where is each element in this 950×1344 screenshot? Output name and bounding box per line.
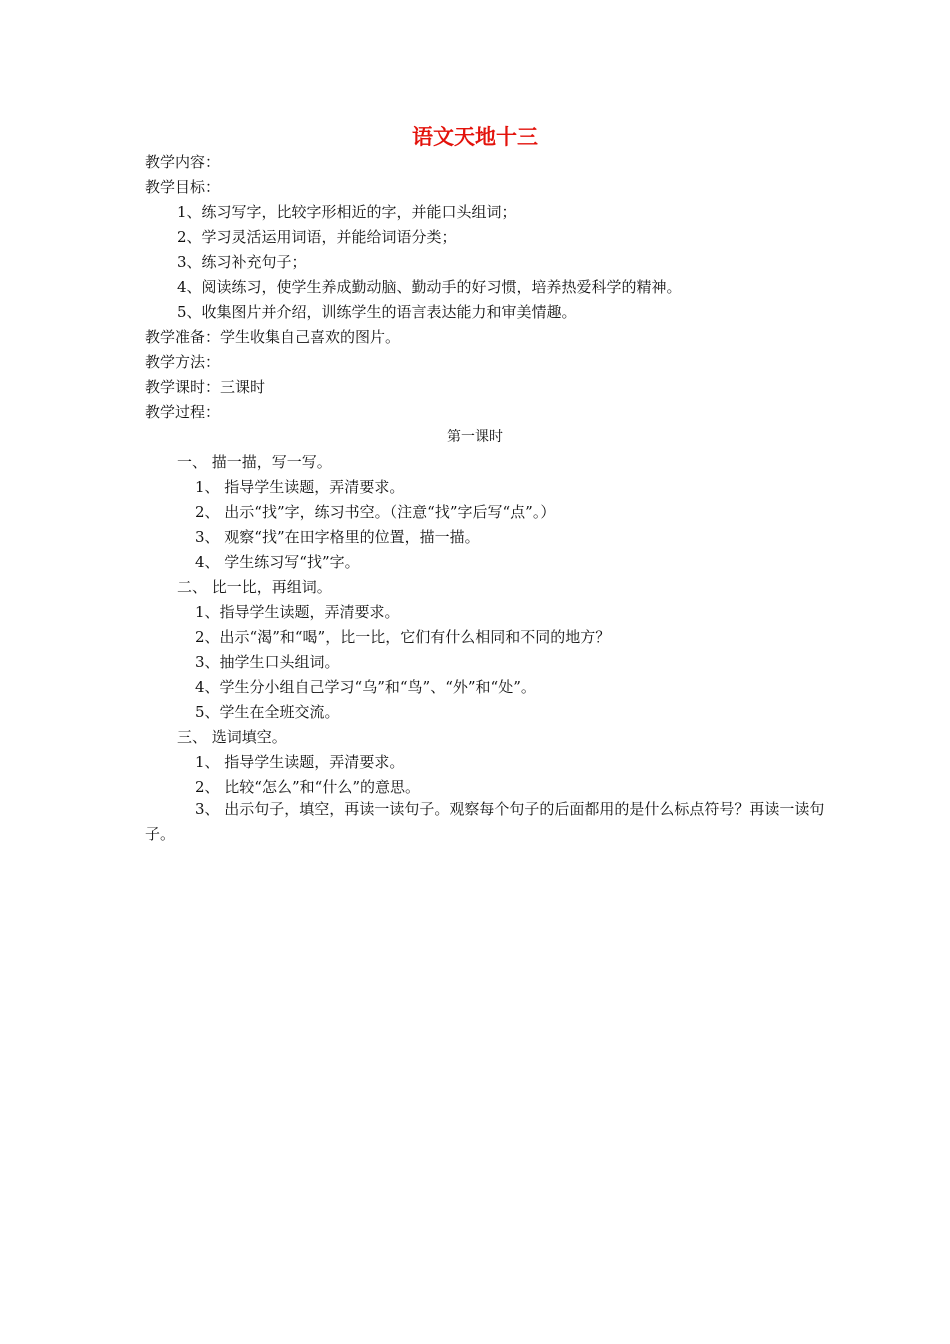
section-item: 3、 出示句子，填空，再读一读句子。观察每个句子的后面都用的是什么标点符号？再读一读句子。 xyxy=(145,800,825,843)
section-item: 3、 观察“找”在田字格里的位置，描一描。 xyxy=(195,528,480,546)
goal-item: 5、收集图片并介绍，训练学生的语言表达能力和审美情趣。 xyxy=(177,303,577,321)
goal-item: 2、学习灵活运用词语，并能给词语分类； xyxy=(177,228,457,246)
page-title: 语文天地十三 xyxy=(412,125,538,149)
goal-item: 3、练习补充句子； xyxy=(177,253,307,271)
section-item: 2、出示“渴”和“喝”，比一比，它们有什么相同和不同的地方？ xyxy=(195,628,611,646)
section-item: 3、抽学生口头组词。 xyxy=(195,653,340,671)
prep-line: 教学准备：学生收集自己喜欢的图片。 xyxy=(145,328,401,346)
section-item: 1、 指导学生读题，弄清要求。 xyxy=(195,753,405,771)
goal-item: 1、练习写字，比较字形相近的字，并能口头组词； xyxy=(177,203,517,221)
section-item: 1、指导学生读题，弄清要求。 xyxy=(195,603,400,621)
section-item: 2、 出示“找”字，练习书空。（注意“找”字后写“点”。） xyxy=(195,503,556,521)
goals-label: 教学目标： xyxy=(145,178,221,196)
content-label: 教学内容： xyxy=(145,153,221,171)
section-item: 2、 比较“怎么”和“什么”的意思。 xyxy=(195,778,420,796)
method-line: 教学方法： xyxy=(145,353,221,371)
section-item: 5、学生在全班交流。 xyxy=(195,703,340,721)
section-title: 一、 描一描，写一写。 xyxy=(177,453,332,471)
section-title: 二、 比一比，再组词。 xyxy=(177,578,332,596)
section-title: 三、 选词填空。 xyxy=(177,728,287,746)
goal-item: 4、阅读练习，使学生养成勤动脑、勤动手的好习惯，培养热爱科学的精神。 xyxy=(177,278,682,296)
section-item: 1、 指导学生读题，弄清要求。 xyxy=(195,478,405,496)
section-item: 4、 学生练习写“找”字。 xyxy=(195,553,360,571)
hours-line: 教学课时：三课时 xyxy=(145,378,266,396)
section-item: 4、学生分小组自己学习“乌”和“鸟”、“外”和“处”。 xyxy=(195,678,536,696)
process-line: 教学过程： xyxy=(145,403,221,421)
lesson-heading: 第一课时 xyxy=(447,429,503,445)
